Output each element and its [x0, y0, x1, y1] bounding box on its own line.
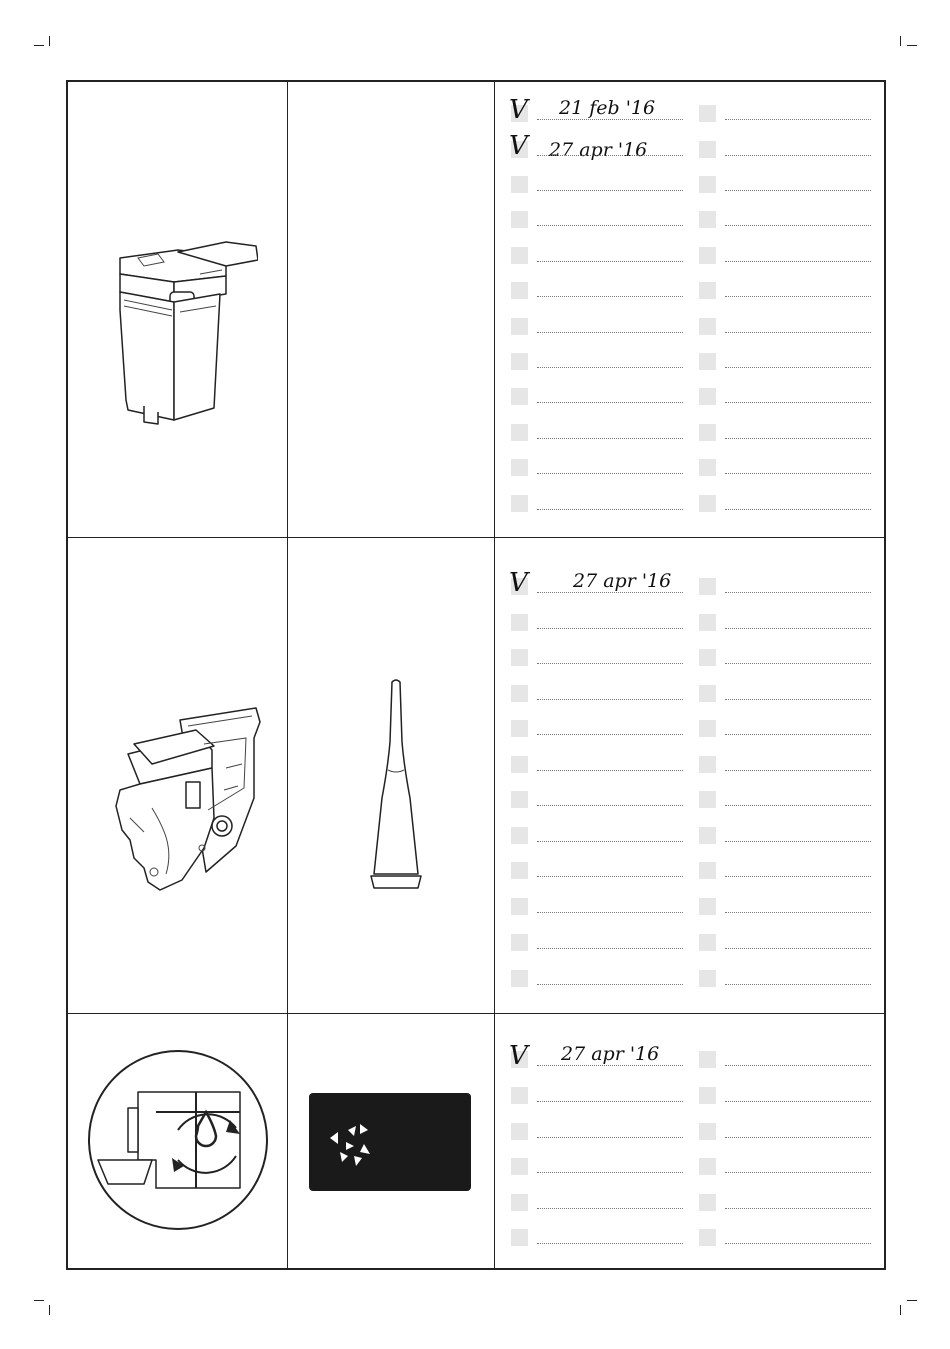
date-line — [725, 734, 871, 735]
milk-carafe-icon — [108, 230, 258, 430]
checkbox[interactable] — [699, 388, 716, 405]
row-milk-carafe — [68, 82, 884, 538]
date-line — [725, 805, 871, 806]
log-line — [495, 211, 861, 231]
date-line — [725, 296, 871, 297]
date-line — [537, 628, 683, 629]
checkbox[interactable] — [511, 353, 528, 370]
date-line — [537, 699, 683, 700]
checkbox[interactable] — [511, 649, 528, 666]
date-line — [725, 332, 871, 333]
log-cell — [495, 538, 886, 1013]
log-line — [495, 1041, 861, 1071]
date-line — [537, 119, 683, 120]
row-brew-group — [68, 538, 884, 1014]
checkbox[interactable] — [699, 827, 716, 844]
handwritten-date: 27 apr '16 — [561, 1043, 660, 1065]
handwritten-date: 27 apr '16 — [573, 570, 672, 592]
log-line — [495, 318, 861, 338]
log-line — [495, 131, 861, 161]
date-line — [725, 261, 871, 262]
maintenance-log-table — [66, 80, 886, 1270]
log-line — [495, 459, 861, 479]
checkbox[interactable] — [699, 791, 716, 808]
checkbox[interactable] — [699, 1087, 716, 1104]
log-line — [495, 1087, 861, 1107]
date-line — [725, 1172, 871, 1173]
log-line — [495, 388, 861, 408]
log-line — [495, 898, 861, 918]
checkbox[interactable] — [699, 353, 716, 370]
checkbox[interactable] — [511, 424, 528, 441]
checkbox[interactable] — [699, 282, 716, 299]
log-cell — [495, 82, 886, 537]
date-line — [537, 332, 683, 333]
date-line — [537, 1137, 683, 1138]
illustration-cell — [68, 1014, 288, 1270]
date-line — [725, 119, 871, 120]
date-line — [725, 663, 871, 664]
checkbox[interactable] — [699, 495, 716, 512]
check-mark: V — [509, 1041, 528, 1071]
checkbox[interactable] — [511, 898, 528, 915]
log-line — [495, 1194, 861, 1214]
log-line — [495, 1229, 861, 1249]
date-line — [725, 770, 871, 771]
checkbox[interactable] — [699, 1194, 716, 1211]
date-line — [537, 1243, 683, 1244]
checkbox[interactable] — [511, 1087, 528, 1104]
checkbox[interactable] — [511, 756, 528, 773]
checkbox[interactable] — [511, 720, 528, 737]
date-line — [537, 805, 683, 806]
check-mark: V — [509, 131, 528, 161]
date-line — [725, 628, 871, 629]
checkbox[interactable] — [511, 388, 528, 405]
checkbox[interactable] — [511, 1123, 528, 1140]
log-line — [495, 756, 861, 776]
date-line — [537, 190, 683, 191]
illustration-cell — [68, 82, 288, 537]
checkbox[interactable] — [699, 247, 716, 264]
row-descaling — [68, 1014, 884, 1270]
date-line — [537, 473, 683, 474]
date-line — [537, 367, 683, 368]
log-line — [495, 685, 861, 705]
checkbox-grid — [495, 538, 886, 1013]
checkbox-grid — [495, 82, 886, 537]
log-line — [495, 649, 861, 669]
checkbox[interactable] — [699, 685, 716, 702]
log-line — [495, 720, 861, 740]
checkbox[interactable] — [699, 1158, 716, 1175]
log-line — [495, 95, 861, 125]
date-line — [537, 876, 683, 877]
brew-group-icon — [104, 698, 274, 898]
log-line — [495, 176, 861, 196]
check-mark: V — [509, 95, 528, 125]
descaling-circle-icon — [86, 1048, 270, 1232]
checkbox[interactable] — [699, 424, 716, 441]
checkbox[interactable] — [511, 614, 528, 631]
checkbox[interactable] — [511, 282, 528, 299]
date-line — [537, 1172, 683, 1173]
checkbox[interactable] — [699, 614, 716, 631]
date-line — [537, 261, 683, 262]
crop-mark-tr-h — [907, 45, 917, 46]
crop-mark-br-h — [907, 1300, 917, 1301]
checkbox[interactable] — [699, 318, 716, 335]
checkbox[interactable] — [511, 1194, 528, 1211]
date-line — [537, 841, 683, 842]
date-line — [537, 1208, 683, 1209]
date-line — [725, 1065, 871, 1066]
handwritten-date: 27 apr '16 — [549, 139, 648, 161]
date-line — [725, 592, 871, 593]
date-line — [725, 1208, 871, 1209]
product-cell — [288, 1014, 495, 1270]
date-line — [537, 225, 683, 226]
checkbox[interactable] — [511, 176, 528, 193]
checkbox-grid — [495, 1014, 886, 1270]
date-line — [725, 876, 871, 877]
date-line — [537, 296, 683, 297]
handwritten-date: 21 feb '16 — [559, 97, 656, 119]
date-line — [537, 438, 683, 439]
date-line — [537, 734, 683, 735]
date-line — [725, 699, 871, 700]
log-cell — [495, 1014, 886, 1270]
checkbox[interactable] — [699, 720, 716, 737]
date-line — [537, 663, 683, 664]
checkbox[interactable] — [699, 578, 716, 595]
checkbox[interactable] — [699, 211, 716, 228]
crop-mark-tl-h — [34, 45, 44, 46]
date-line — [537, 948, 683, 949]
date-line — [725, 1101, 871, 1102]
checkbox[interactable] — [511, 862, 528, 879]
crop-mark-tl-v — [49, 36, 50, 46]
log-line — [495, 353, 861, 373]
crop-mark-br-v — [900, 1305, 901, 1315]
date-line — [725, 948, 871, 949]
checkbox[interactable] — [511, 1158, 528, 1175]
date-line — [537, 592, 683, 593]
checkbox[interactable] — [511, 685, 528, 702]
checkbox[interactable] — [699, 898, 716, 915]
checkbox[interactable] — [699, 970, 716, 987]
crop-mark-tr-v — [900, 36, 901, 46]
checkbox[interactable] — [511, 934, 528, 951]
log-line — [495, 424, 861, 444]
log-line — [495, 282, 861, 302]
date-line — [725, 841, 871, 842]
log-line — [495, 934, 861, 954]
log-line — [495, 1158, 861, 1178]
checkbox[interactable] — [699, 459, 716, 476]
date-line — [725, 190, 871, 191]
date-line — [725, 912, 871, 913]
checkbox[interactable] — [699, 141, 716, 158]
log-line — [495, 247, 861, 267]
checkbox[interactable] — [699, 105, 716, 122]
date-line — [725, 438, 871, 439]
check-mark: V — [509, 568, 528, 598]
checkbox[interactable] — [699, 176, 716, 193]
date-line — [537, 770, 683, 771]
date-line — [725, 984, 871, 985]
date-line — [725, 367, 871, 368]
lubricant-tube-icon — [368, 678, 424, 890]
checkbox[interactable] — [511, 791, 528, 808]
illustration-cell — [68, 538, 288, 1013]
date-line — [537, 1101, 683, 1102]
log-line — [495, 495, 861, 515]
date-line — [725, 225, 871, 226]
checkbox[interactable] — [699, 1123, 716, 1140]
date-line — [725, 155, 871, 156]
checkbox[interactable] — [511, 211, 528, 228]
date-line — [537, 984, 683, 985]
calc-clean-display-icon — [308, 1092, 472, 1192]
checkbox[interactable] — [699, 862, 716, 879]
date-line — [537, 402, 683, 403]
checkbox[interactable] — [511, 247, 528, 264]
date-line — [725, 1137, 871, 1138]
date-line — [537, 155, 683, 156]
checkbox[interactable] — [511, 970, 528, 987]
checkbox[interactable] — [699, 934, 716, 951]
date-line — [537, 912, 683, 913]
crop-mark-bl-h — [34, 1300, 44, 1301]
checkbox[interactable] — [511, 827, 528, 844]
log-line — [495, 970, 861, 990]
date-line — [537, 509, 683, 510]
checkbox[interactable] — [699, 649, 716, 666]
product-cell — [288, 82, 495, 537]
checkbox[interactable] — [511, 318, 528, 335]
date-line — [725, 473, 871, 474]
log-line — [495, 827, 861, 847]
date-line — [537, 1065, 683, 1066]
date-line — [725, 509, 871, 510]
checkbox[interactable] — [699, 756, 716, 773]
date-line — [725, 402, 871, 403]
checkbox[interactable] — [699, 1051, 716, 1068]
log-line — [495, 791, 861, 811]
date-line — [725, 1243, 871, 1244]
log-line — [495, 1123, 861, 1143]
checkbox[interactable] — [511, 459, 528, 476]
crop-mark-bl-v — [49, 1305, 50, 1315]
product-cell — [288, 538, 495, 1013]
checkbox[interactable] — [511, 1229, 528, 1246]
log-line — [495, 568, 861, 598]
log-line — [495, 614, 861, 634]
log-line — [495, 862, 861, 882]
checkbox[interactable] — [511, 495, 528, 512]
checkbox[interactable] — [699, 1229, 716, 1246]
